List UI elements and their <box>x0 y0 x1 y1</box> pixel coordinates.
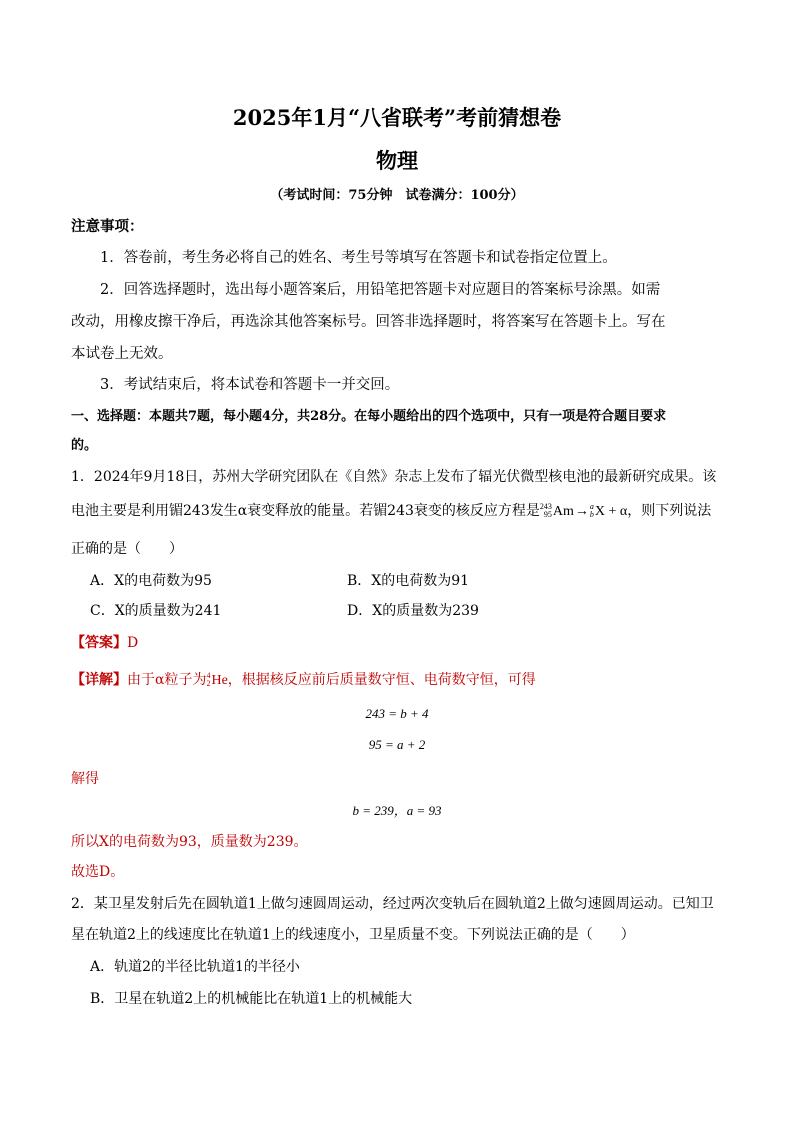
q2-option-b: B．卫星在轨道2上的机械能比在轨道1上的机械能大 <box>90 991 413 1007</box>
q1-line-1: 1．2024年9月18日，苏州大学研究团队在《自然》杂志上发布了辐光伏微型核电池的最新研究成果。该 <box>71 469 717 485</box>
q1-option-d: D．X的质量数为239 <box>347 603 479 619</box>
x-charge-number: b <box>589 510 594 519</box>
detail-pre: 由于α粒子为 <box>127 672 207 688</box>
q1-conclusion: 所以X的电荷数为93，质量数为239。 <box>71 834 308 850</box>
q1-detail <box>71 669 536 689</box>
q2-line-2: 星在轨道2上的线速度比在轨道1上的线速度小，卫星质量不变。下列说法正确的是（ ） <box>71 927 635 943</box>
q1-line-3: 正确的是（ ） <box>71 541 183 557</box>
notes-item-2-line-3: 本试卷上无效。 <box>71 346 173 362</box>
q1-option-a: A．X的电荷数为95 <box>90 573 212 589</box>
answer-label: 【答案】 <box>71 635 127 651</box>
notes-item-1: 1．答卷前，考生务必将自己的姓名、考生号等填写在答题卡和试卷指定位置上。 <box>100 250 617 266</box>
equation-3: b = 239，a = 93 <box>352 803 442 818</box>
q1-option-c: C．X的质量数为241 <box>90 603 222 619</box>
q1-line-2-pre: 电池主要是利用镅243发生α衰变释放的能量。若镅243衰变的核反应方程是 <box>71 503 540 519</box>
solve-label: 解得 <box>71 771 99 787</box>
exam-time-info: （考试时间：75分钟 试卷满分：100分） <box>270 188 524 203</box>
answer-value: D <box>127 635 139 651</box>
q1-answer <box>71 632 138 652</box>
detail-label: 【详解】 <box>71 672 127 688</box>
q1-option-b: B．X的电荷数为91 <box>347 573 470 589</box>
detail-post: ，根据核反应前后质量数守恒、电荷数守恒，可得 <box>227 672 536 688</box>
notes-heading: 注意事项： <box>71 218 144 235</box>
he-symbol: He <box>211 673 228 688</box>
exam-subject: 物理 <box>376 148 418 173</box>
section-1-heading: 一、选择题：本题共7题，每小题4分，共28分。在每小题给出的四个选项中，只有一项是符合题目要求 <box>71 409 667 424</box>
q1-choice: 故选D。 <box>71 864 125 880</box>
am-symbol: Am <box>552 504 574 519</box>
equation-2: 95 = a + 2 <box>368 737 426 752</box>
q1-line-2 <box>71 500 711 520</box>
section-1-heading-cont: 的。 <box>71 438 98 453</box>
notes-item-2-line-1: 2．回答选择题时，选出每小题答案后，用铅笔把答题卡对应题目的答案标号涂黑。如需 <box>100 282 661 298</box>
q2-option-a: A．轨道2的半径比轨道1的半径小 <box>90 959 300 975</box>
reaction-arrow: → <box>574 504 589 519</box>
he-charge-number: 2 <box>206 679 211 688</box>
notes-item-3: 3．考试结束后，将本试卷和答题卡一并交回。 <box>100 377 400 393</box>
notes-item-2-line-2: 改动，用橡皮擦干净后，再选涂其他答案标号。回答非选择题时，将答案写在答题卡上。写在 <box>71 314 666 330</box>
exam-title: 2025年1月“八省联考”考前猜想卷 <box>232 105 562 130</box>
am-nuclide-numbers <box>540 503 552 519</box>
q2-line-1: 2．某卫星发射后先在圆轨道1上做匀速圆周运动，经过两次变轨后在圆轨道2上做匀速圆周运动。已知卫 <box>71 896 714 912</box>
he-nuclide-numbers <box>206 672 210 688</box>
x-mass-number: a <box>589 502 594 511</box>
x-nuclide-numbers <box>590 503 594 519</box>
he-mass-number: 4 <box>206 671 211 680</box>
x-symbol: X + α <box>594 504 628 519</box>
equation-1: 243 = b + 4 <box>365 706 429 721</box>
am-charge-number: 95 <box>543 510 552 519</box>
q1-line-2-post: ，则下列说法 <box>627 503 712 519</box>
am-mass-number: 243 <box>539 502 552 511</box>
